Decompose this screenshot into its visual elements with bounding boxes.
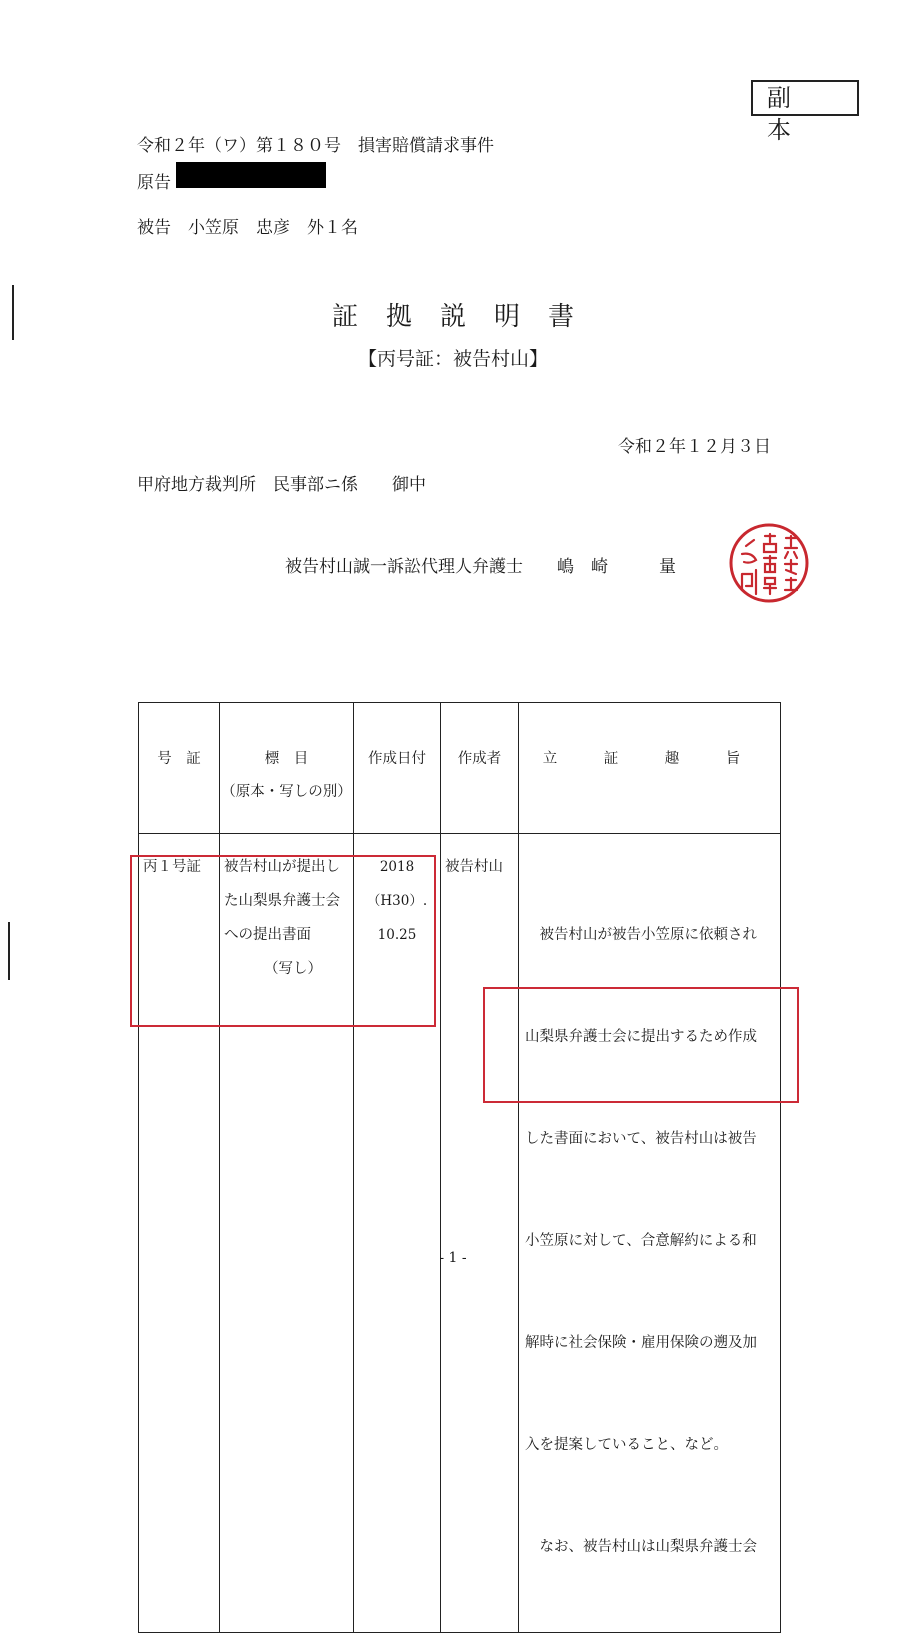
court-addressee: 甲府地方裁判所 民事部ニ係 御中 xyxy=(137,475,426,495)
plaintiff-label: 原告 xyxy=(137,173,171,193)
copy-stamp: 副 本 xyxy=(751,80,859,116)
highlight-box-evidence xyxy=(130,855,436,1027)
cell-date: 2018（H30）. 10.25 xyxy=(354,834,441,1633)
table-header-row xyxy=(139,703,781,834)
cell-author: 被告村山 xyxy=(441,834,519,1633)
redaction-bar xyxy=(176,162,326,188)
case-number-line: 令和２年（ワ）第１８０号 損害賠償請求事件 xyxy=(137,136,494,156)
document-date: 令和２年１２月３日 xyxy=(618,437,771,457)
header-title: 標 目 （原本・写しの別） xyxy=(220,703,354,834)
cell-number: 丙１号証 xyxy=(139,834,220,1633)
seal-icon xyxy=(728,522,810,604)
cell-purpose: 被告村山が被告小笠原に依頼され 山梨県弁護士会に提出するため作成 した書面において、被告村山は被告 小笠原に対して、合意解約による和 解時に社会保険・雇用保険の遡及加 入を提案していること、など。 なお、被告村山は山梨県弁護士会 xyxy=(519,834,781,1633)
header-purpose: 立 証 趣 旨 xyxy=(519,703,781,834)
attorney-line: 被告村山誠一訴訟代理人弁護士 嶋 崎 量 xyxy=(285,557,676,577)
document-title: 証拠説明書 xyxy=(331,302,602,332)
document-subtitle: 【丙号証：被告村山】 xyxy=(357,348,548,370)
scan-margin-mark xyxy=(8,922,10,980)
evidence-table xyxy=(138,702,781,1633)
attorney-seal xyxy=(728,522,810,604)
scan-margin-mark xyxy=(12,285,14,340)
header-number: 号 証 xyxy=(139,703,220,834)
page-number: - 1 - xyxy=(439,1250,467,1266)
header-author: 作成者 xyxy=(441,703,519,834)
header-date: 作成日付 xyxy=(354,703,441,834)
highlight-box-purpose xyxy=(483,987,799,1103)
header-title-sub: （原本・写しの別） xyxy=(221,784,352,800)
defendant-line: 被告 小笠原 忠彦 外１名 xyxy=(137,218,358,238)
cell-title: 被告村山が提出し た山梨県弁護士会 への提出書面 （写し） xyxy=(220,834,354,1633)
